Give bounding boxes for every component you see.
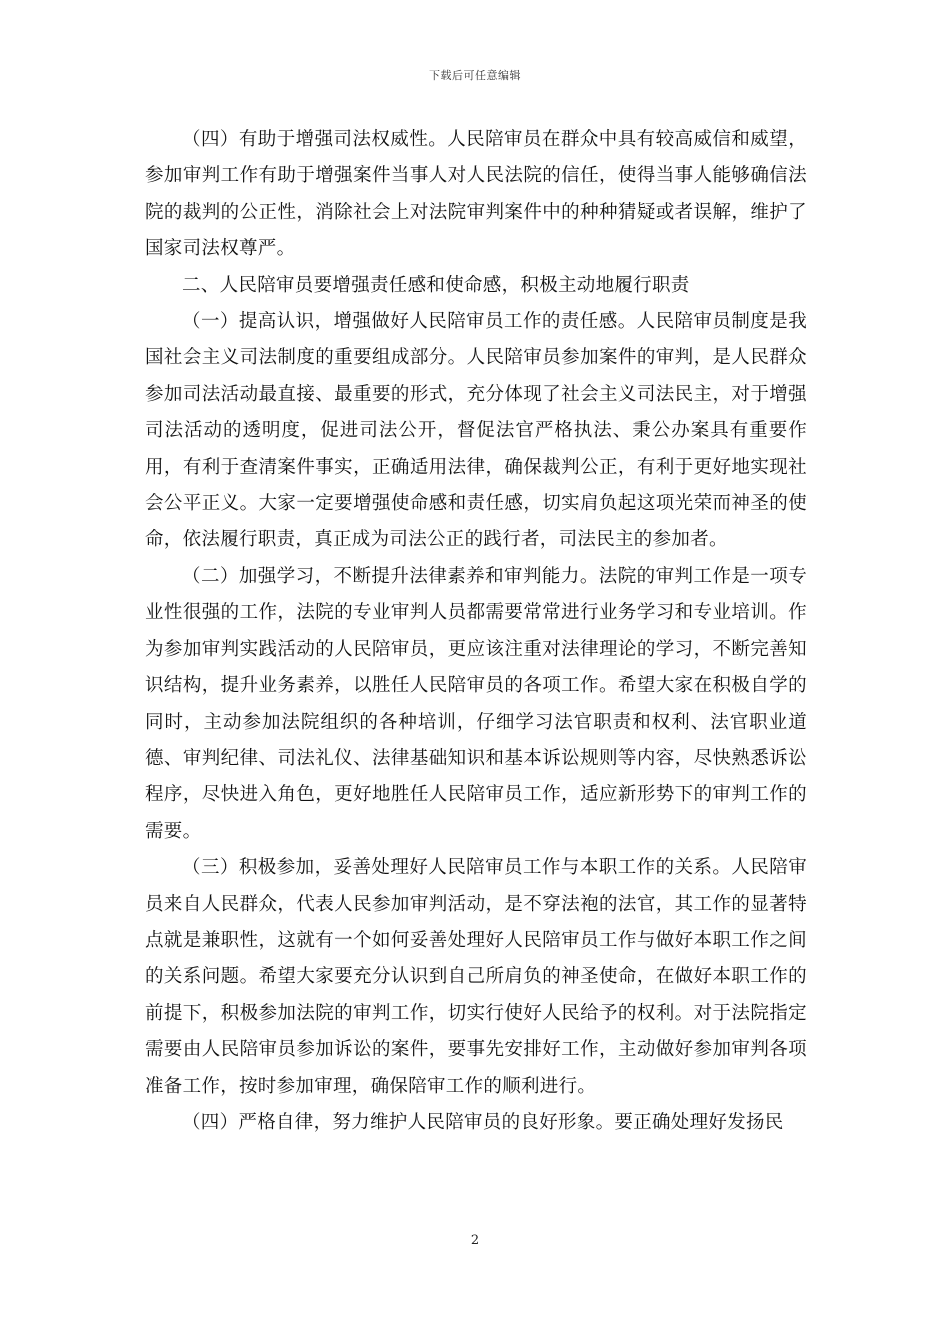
paragraph-raise-awareness: （一）提高认识，增强做好人民陪审员工作的责任感。人民陪审员制度是我国社会主义司法制度的重要组成部分。人民陪审员参加案件的审判，是人民群众参加司法活动最直接、最重要的形式，充分体现了社会主义司法民主，对于增强司法活动的透明度，促进司法公开，督促法官严格执法、秉公办案具有重要作用，有利于查清案件事实，正确适用法律，确保裁判公正，有利于更好地实现社会公平正义。大家一定要增强使命感和责任感，切实肩负起这项光荣而神圣的使命，依法履行职责，真正成为司法公正的践行者，司法民主的参加者。 (145, 311, 807, 551)
paragraph-self-discipline: （四）严格自律，努力维护人民陪审员的良好形象。要正确处理好发扬民 (182, 1111, 784, 1133)
page-header: 下载后可任意编辑 (429, 69, 521, 82)
document-body (145, 122, 807, 1141)
paragraph-judicial-authority: （四）有助于增强司法权威性。人民陪审员在群众中具有较高威信和威望，参加审判工作有助于增强案件当事人对人民法院的信任，使得当事人能够确信法院的裁判的公正性，消除社会上对法院审判案件中的种种猜疑或者误解，维护了国家司法权尊严。 (145, 129, 807, 260)
paragraph-strengthen-learning: （二）加强学习，不断提升法律素养和审判能力。法院的审判工作是一项专业性很强的工作，法院的专业审判人员都需要常常进行业务学习和专业培训。作为参加审判实践活动的人民陪审员，更应该注重对法律理论的学习，不断完善知识结构，提升业务素养，以胜任人民陪审员的各项工作。希望大家在积极自学的同时，主动参加法院组织的各种培训，仔细学习法官职责和权利、法官职业道德、审判纪律、司法礼仪、法律基础知识和基本诉讼规则等内容，尽快熟悉诉讼程序，尽快进入角色，更好地胜任人民陪审员工作，适应新形势下的审判工作的需要。 (145, 565, 807, 842)
paragraph-active-participation: （三）积极参加，妥善处理好人民陪审员工作与本职工作的关系。人民陪审员来自人民群众，代表人民参加审判活动，是不穿法袍的法官，其工作的显著特点就是兼职性，这就有一个如何妥善处理好人民陪审员工作与做好本职工作之间的关系问题。希望大家要充分认识到自己所肩负的神圣使命，在做好本职工作的前提下，积极参加法院的审判工作，切实行使好人民给予的权利。对于法院指定需要由人民陪审员参加诉讼的案件，要事先安排好工作，主动做好参加审判各项准备工作，按时参加审理，确保陪审工作的顺利进行。 (145, 857, 807, 1097)
section-heading-responsibility: 二、人民陪审员要增强责任感和使命感，积极主动地履行职责 (182, 274, 690, 296)
page-number: 2 (470, 1233, 480, 1248)
